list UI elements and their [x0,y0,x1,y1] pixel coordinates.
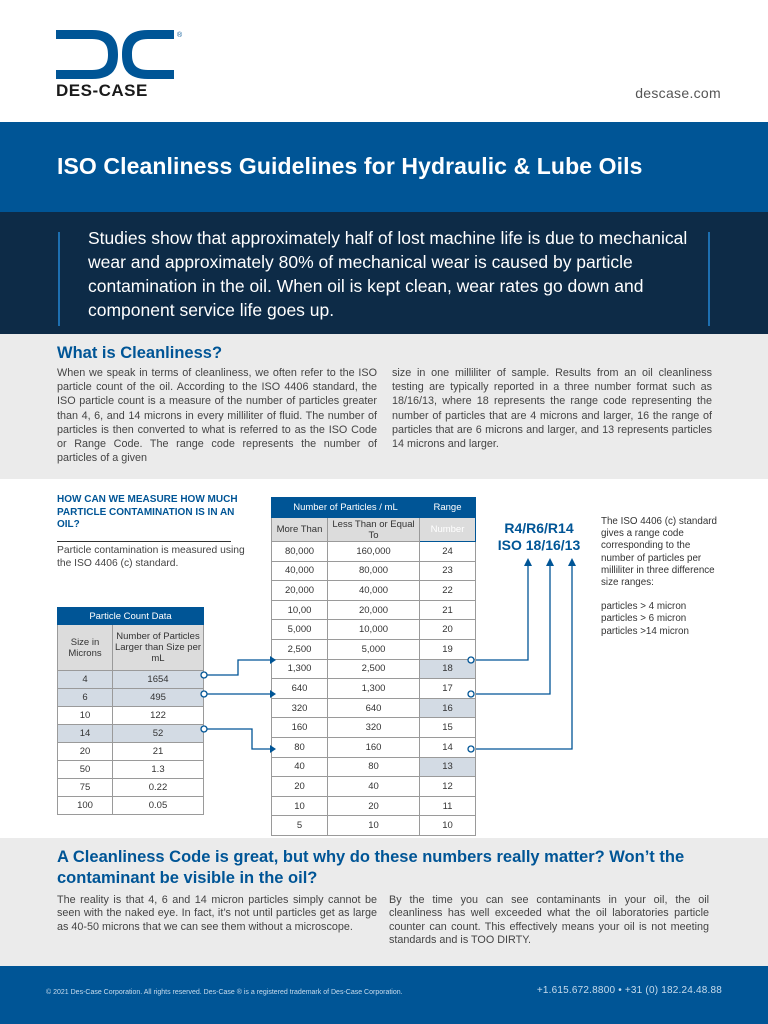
why-numbers-matter-section [0,838,768,966]
page-header [0,0,768,122]
less-than-cell: 160 [328,737,420,757]
count-cell: 0.05 [113,797,204,815]
table-row [272,777,476,797]
count-cell: 122 [113,707,204,725]
table-row [272,659,476,679]
intro-text: Studies show that approximately half of lost machine life is due to mechanical wear and approximately 80% of mechanical wear is caused by particle contamination in the oil. When oil is kept clean, wear rates go down and component service life goes up. [88,228,688,320]
range-number-cell: 16 [420,698,476,718]
intro-band [0,212,768,334]
phone-numbers[interactable]: +1.615.672.8800 • +31 (0) 182.24.48.88 [536,985,722,996]
range-number-cell: 13 [420,757,476,777]
range-code-table [271,497,476,836]
more-than-cell: 640 [272,679,328,699]
logo-text: DES-CASE [56,81,148,100]
count-cell: 0.22 [113,779,204,797]
table-row [272,561,476,581]
more-than-cell: 160 [272,718,328,738]
svg-text:®: ® [177,32,183,39]
count-cell: 1.3 [113,761,204,779]
range-number-cell: 18 [420,659,476,679]
less-than-cell: 80 [328,757,420,777]
column-header: More Than [272,518,328,542]
section-text-col2: By the time you can see contaminants in your oil, the oil cleanliness has well exceeded what the oil laboratories particle counter can count. This effectively means your oil is not meeting standards and is TOO DIRTY. [389,894,709,947]
range-number-cell: 21 [420,600,476,620]
column-header: Range [420,498,476,518]
side-note-item: particles >14 micron [601,625,689,637]
measure-answer: Particle contamination is measured using the ISO 4406 (c) standard. [57,545,245,569]
table-row [58,689,204,707]
size-cell: 50 [58,761,113,779]
table-row [272,542,476,562]
size-cell: 10 [58,707,113,725]
size-cell: 100 [58,797,113,815]
range-number-cell: 17 [420,679,476,699]
column-header: Number [420,518,476,542]
more-than-cell: 40 [272,757,328,777]
less-than-cell: 1,300 [328,679,420,699]
more-than-cell: 80 [272,737,328,757]
table-row [58,671,204,689]
table-group-header: Number of Particles / mL [272,498,420,518]
left-accent-bar [58,232,60,326]
less-than-cell: 320 [328,718,420,738]
table-row [272,796,476,816]
size-cell: 75 [58,779,113,797]
range-number-cell: 12 [420,777,476,797]
range-number-cell: 19 [420,639,476,659]
less-than-cell: 2,500 [328,659,420,679]
table-row [272,639,476,659]
column-header: Number of Particles Larger than Size per mL [113,625,204,671]
more-than-cell: 1,300 [272,659,328,679]
table-row [272,698,476,718]
more-than-cell: 10 [272,796,328,816]
range-number-cell: 10 [420,816,476,836]
count-cell: 21 [113,743,204,761]
table-row [58,779,204,797]
table-row [58,743,204,761]
table-row [58,761,204,779]
divider [57,541,231,542]
range-number-cell: 24 [420,542,476,562]
less-than-cell: 40 [328,777,420,797]
range-number-cell: 11 [420,796,476,816]
count-cell: 52 [113,725,204,743]
less-than-cell: 10 [328,816,420,836]
less-than-cell: 20,000 [328,600,420,620]
section-heading: What is Cleanliness? [57,344,223,362]
size-cell: 14 [58,725,113,743]
side-note-item: particles > 4 micron [601,601,687,613]
measure-question: HOW CAN WE MEASURE HOW MUCH PARTICLE CONTAMINATION IS IN AN OIL? [57,494,238,530]
table-row [272,679,476,699]
range-code-line2: ISO 18/16/13 [497,537,581,553]
table-row [272,581,476,601]
range-code-label [489,520,589,554]
less-than-cell: 640 [328,698,420,718]
more-than-cell: 40,000 [272,561,328,581]
less-than-cell: 160,000 [328,542,420,562]
particle-count-table [57,607,204,815]
range-number-cell: 20 [420,620,476,640]
more-than-cell: 20 [272,777,328,797]
page-title: ISO Cleanliness Guidelines for Hydraulic & Lube Oils [57,153,643,179]
right-accent-bar [708,232,710,326]
table-row [272,620,476,640]
side-note-item: particles > 6 micron [601,613,687,625]
range-number-cell: 14 [420,737,476,757]
section-text-col1: The reality is that 4, 6 and 14 micron particles simply cannot be seen with the naked eye. In fact, it’s not until particles get as large as 40-50 microns that we can see them without a microscope. [57,894,377,933]
table-row [272,600,476,620]
column-header: Size in Microns [58,625,113,671]
more-than-cell: 80,000 [272,542,328,562]
count-cell: 1654 [113,671,204,689]
side-note [601,516,721,638]
section-text-col2: size in one milliliter of sample. Results from an oil cleanliness testing are typically reported in a three number format such as 18/16/13, where 18 represents the range code representing the number of particles that are 4 microns and larger, 16 the range of particles that are 6 microns and larger, and 13 represents particles 14 microns and larger. [392,367,712,451]
size-cell: 4 [58,671,113,689]
column-header: Less Than or Equal To [328,518,420,542]
size-cell: 20 [58,743,113,761]
range-code-line1: R4/R6/R14 [504,520,574,536]
size-cell: 6 [58,689,113,707]
table-row [58,725,204,743]
section-heading: A Cleanliness Code is great, but why do these numbers really matter? Won’t the contaminant be visible in the oil? [57,848,685,887]
count-cell: 495 [113,689,204,707]
table-caption: Particle Count Data [58,608,204,625]
website-link[interactable]: descase.com [635,85,721,101]
title-band [0,122,768,212]
more-than-cell: 2,500 [272,639,328,659]
more-than-cell: 10,00 [272,600,328,620]
range-number-cell: 15 [420,718,476,738]
more-than-cell: 5,000 [272,620,328,640]
range-number-cell: 23 [420,561,476,581]
more-than-cell: 20,000 [272,581,328,601]
section-text-col1: When we speak in terms of cleanliness, we often refer to the ISO particle count of the oil. According to the ISO 4406 standard, the ISO particle count is a measure of the number of particles greater than 4, 6, and 14 microns in every milliliter of fluid. The number of particles is then converted to what is referred to as the ISO Code or Range Code. The range code represents the number of particles of a given [57,367,377,465]
table-row [272,718,476,738]
less-than-cell: 10,000 [328,620,420,640]
more-than-cell: 320 [272,698,328,718]
range-number-cell: 22 [420,581,476,601]
what-is-cleanliness-section [0,334,768,479]
page-footer [0,966,768,1024]
less-than-cell: 20 [328,796,420,816]
table-row [272,816,476,836]
side-note-text: The ISO 4406 (c) standard gives a range code corresponding to the number of particles per milliliter in three difference size ranges: [601,516,717,589]
table-row [272,737,476,757]
less-than-cell: 40,000 [328,581,420,601]
table-row [58,797,204,815]
more-than-cell: 5 [272,816,328,836]
copyright-text: © 2021 Des-Case Corporation. All rights reserved. Des-Case ® is a registered trademark of Des-Case Corporation. [46,989,403,996]
table-row [58,707,204,725]
less-than-cell: 5,000 [328,639,420,659]
table-row [272,757,476,777]
less-than-cell: 80,000 [328,561,420,581]
